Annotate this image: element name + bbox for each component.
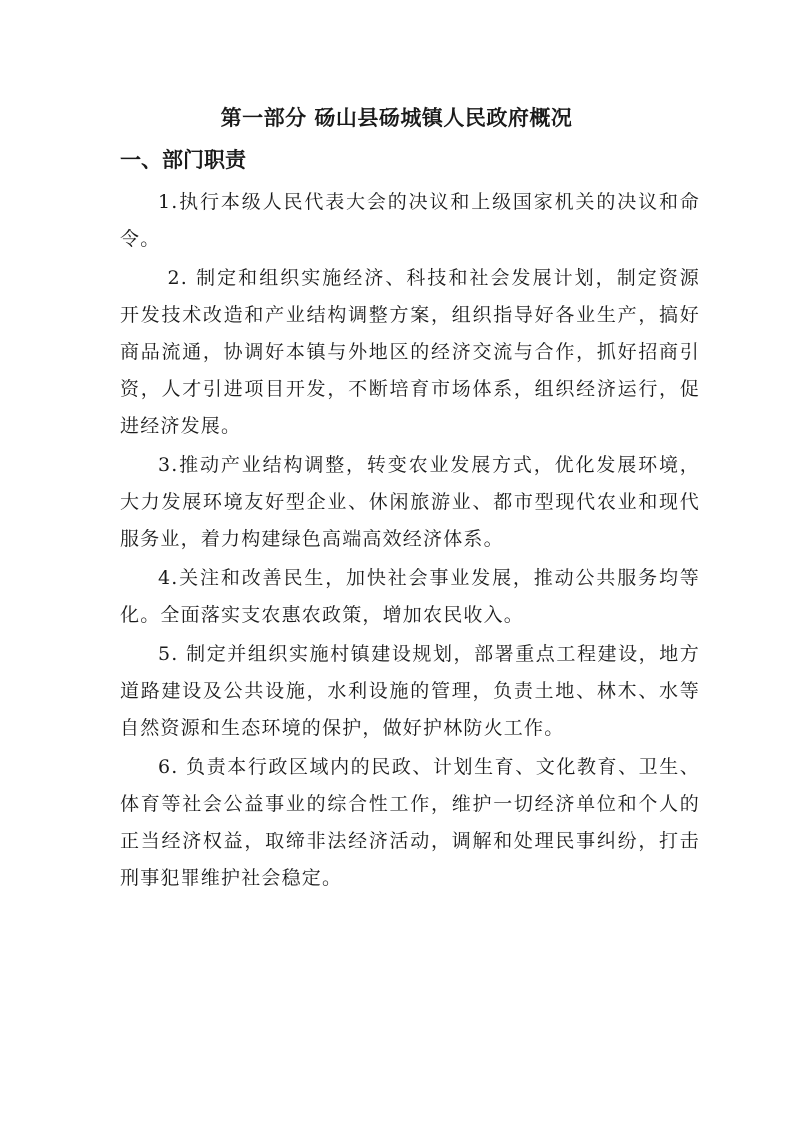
paragraph-6: 6. 负责本行政区域内的民政、计划生育、文化教育、卫生、体育等社会公益事业的综合性工作，维护一切经济单位和个人的正当经济权益，取缔非法经济活动，调解和处理民事纠纷，打击刑事犯罪维护社会稳定。: [120, 756, 700, 889]
paragraph-4: 4.关注和改善民生，加快社会事业发展，推动公共服务均等化。全面落实支农惠农政策，增加农民收入。: [120, 567, 700, 626]
section-heading: 一、部门职责: [120, 148, 246, 172]
document-body: [120, 184, 700, 897]
paragraph-1: 1.执行本级人民代表大会的决议和上级国家机关的决议和命令。: [120, 191, 700, 250]
paragraph-5: 5. 制定并组织实施村镇建设规划，部署重点工程建设，地方道路建设及公共设施，水利设施的管理，负责土地、林木、水等自然资源和生态环境的保护，做好护林防火工作。: [120, 643, 700, 739]
paragraph-2: 2. 制定和组织实施经济、科技和社会发展计划，制定资源开发技术改造和产业结构调整方案，组织指导好各业生产，搞好商品流通，协调好本镇与外地区的经济交流与合作，抓好招商引资，人才引进项目开发，不断培育市场体系，组织经济运行，促进经济发展。: [120, 267, 700, 437]
document-title: 第一部分 砀山县砀城镇人民政府概况: [220, 106, 573, 130]
paragraph-3: 3.推动产业结构调整，转变农业发展方式，优化发展环境，大力发展环境友好型企业、休闲旅游业、都市型现代农业和现代服务业，着力构建绿色高端高效经济体系。: [120, 454, 700, 550]
